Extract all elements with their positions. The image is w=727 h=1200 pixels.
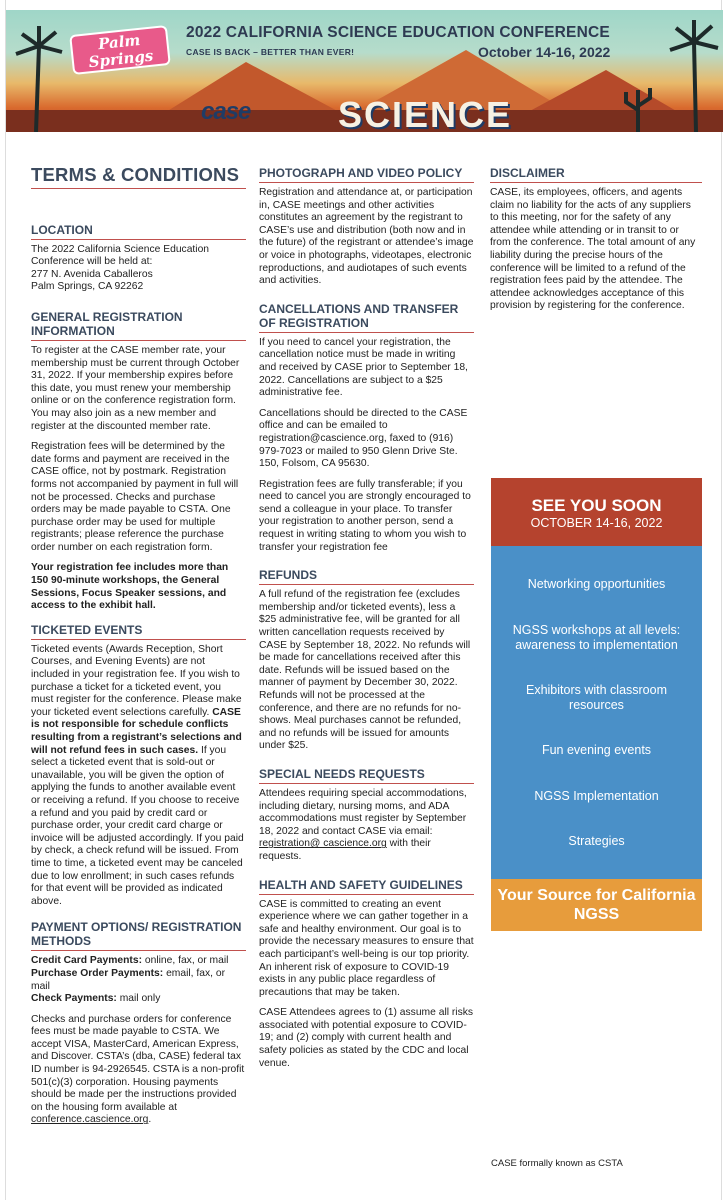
refunds-heading: REFUNDS	[259, 568, 474, 585]
ticketed-events-heading: TICKETED EVENTS	[31, 623, 246, 640]
cancellations-heading: CANCELLATIONS AND TRANSFER OF REGISTRATION	[259, 302, 474, 333]
promo-dates: OCTOBER 14-16, 2022	[530, 516, 663, 530]
refunds-text: A full refund of the registration fee (excludes membership and/or ticketed events), less a $25 administrative fee, will be granted for all written cancellation requests received by CASE by September 18, 2022. No refunds will be made for cancellations received after this date. Refunds will be issued based on the manner of payment by December 30, 2022. Refunds will not be processed at the conference, and there are no refunds for no-shows. Meal purchases cannot be refunded, and no refunds will be issued for amounts under $25.	[259, 589, 471, 752]
disclaimer-text: CASE, its employees, officers, and agents claim no liability for the acts of any suppliers to this meeting, nor for the safety of any attendee while attending or in transit to or from the conference. The total amount of any liability during the precise hours of the conference will be limited to a refund of the registration fees paid by the attendee. The attendee acknowledges acceptance of this provision by registering for the conference.	[490, 187, 696, 312]
promo-features	[491, 546, 702, 879]
case-logo: case	[201, 98, 251, 125]
footnote: CASE formally known as CSTA	[491, 1158, 623, 1169]
location-text: The 2022 California Science Education Conference will be held at: 277 N. Avenida Caballeros Palm Springs, CA 92262	[31, 243, 210, 293]
payment-details: Checks and purchase orders for conference fees must be made payable to CSTA. We accept VISA, MasterCard, American Express, and Discover. CSTA’s (dba, CASE) federal tax ID number is 94-2926545. CSTA is a non-profit 501(c)(3) corporation. Housing payments should be made per the instructions provided on the housing form available at conference.cascience.org.	[31, 1013, 245, 1126]
payment-options-heading: PAYMENT OPTIONS/ REGISTRATION METHODS	[31, 920, 246, 951]
science-wordmark: SCIENCE	[338, 94, 513, 132]
promo-feature-item: Exhibitors with classroom resources	[525, 683, 667, 712]
payment-methods-list: Credit Card Payments: online, fax, or mail Purchase Order Payments: email, fax, or mail Check Payments: mail only	[31, 955, 229, 1005]
column-middle	[259, 162, 474, 1078]
conference-title: 2022 CALIFORNIA SCIENCE EDUCATION CONFERENCE	[186, 24, 610, 41]
promo-box	[491, 478, 702, 931]
promo-footer: Your Source for California NGSS	[491, 879, 702, 931]
page	[5, 0, 722, 1200]
palm-springs-logo: Palm Springs	[69, 25, 171, 75]
general-registration-heading: GENERAL REGISTRATION INFORMATION	[31, 310, 246, 341]
location-heading: LOCATION	[31, 223, 246, 240]
housing-link[interactable]: conference.cascience.org	[31, 1114, 149, 1126]
photo-policy-text: Registration and attendance at, or participation in, CASE meetings and other activities constitutes an agreement by the registrant to CASE’s use and distribution (both now and in the future) of the registrant or attendee’s image or voice in photographs, videotapes, electronic reproductions, and audiotapes of such events and activities.	[259, 187, 474, 287]
photo-policy-heading: PHOTOGRAPH AND VIDEO POLICY	[259, 166, 474, 183]
general-registration-p1: To register at the CASE member rate, your membership must be current through October 31, 2022. If your membership expires before this date, you must renew your membership online or on the conference registration form. You may also join as a new member and register at the discounted member rate.	[31, 344, 240, 432]
special-needs-heading: SPECIAL NEEDS REQUESTS	[259, 767, 474, 784]
conference-banner	[6, 10, 723, 132]
general-registration-p2: Registration fees will be determined by the date forms and payment are received in the CASE office, not by postmark. Registration forms not accompanied by payment in full will not be processed. Checks and purchase orders may be made payable to CSTA. One purchase order may be used for multiple registrants; please reference the purchase order number on each registration form.	[31, 441, 239, 553]
promo-feature-item: Networking opportunities	[527, 577, 666, 591]
cancellations-p3: Registration fees are fully transferable; if you need to cancel you are strongly encouraged to send a colleague in your place. To transfer your registration to another person, send a request in writing stating to whom you wish to transfer your registration fee	[259, 478, 471, 553]
health-safety-heading: HEALTH AND SAFETY GUIDELINES	[259, 878, 474, 895]
cancellations-p2: Cancellations should be directed to the CASE office and can be emailed to registration@cascience.org, faxed to (916) 979-7023 or mailed to 950 Glenn Drive Ste. 150, Folsom, CA 95630.	[259, 407, 468, 470]
promo-feature-item: NGSS workshops at all levels: awareness to implementation	[512, 623, 681, 652]
page-title: TERMS & CONDITIONS	[31, 169, 246, 189]
palm-tree-icon	[14, 16, 64, 132]
general-registration-p3: Your registration fee includes more than 150 90-minute workshops, the General Sessions, Focus Speaker sessions, and access to the exhibit hall.	[31, 562, 229, 612]
palm-tree-icon	[666, 14, 721, 132]
column-left	[31, 162, 246, 1135]
promo-headline: SEE YOU SOON	[531, 496, 662, 515]
health-safety-p2: CASE Attendees agrees to (1) assume all risks associated with potential exposure to COVID-19; and (2) comply with current health and safety policies as stated by the CDC and local venue.	[259, 1007, 474, 1069]
promo-feature-item: Strategies	[568, 834, 625, 848]
cancellations-p1: If you need to cancel your registration, the cancellation notice must be made in writing and received by CASE prior to September 18, 2022. Cancellations are subject to a $25 administrative fee.	[259, 336, 468, 399]
registration-email-link[interactable]: registration@ cascience.org	[259, 838, 387, 850]
ticketed-events-text: Ticketed events (Awards Reception, Short Courses, and Evening Events) are not included in your registration fee. If you wish to purchase a ticket for a ticketed event, you must register for the conference. Please make your ticketed event selections carefully. CASE is not responsible for schedule conflicts resulting from a registrant’s selections and will not refund fees in such cases. If you select a ticketed event that is sold-out or unavailable, you will be given the option of applying the funds to another available event or receiving a refund. If you choose to receive a refund and you paid by credit card or purchase order, your credit card charge or invoice will be adjusted accordingly. If you paid by check, a check refund will be issued. From time to time, a ticketed event may be canceled due to low enrollment; in such cases refunds for that event will be provided as indicated above.	[31, 643, 244, 907]
promo-header	[491, 478, 702, 546]
promo-feature-item: Fun evening events	[541, 743, 652, 757]
conference-tagline: CASE IS BACK – BETTER THAN EVER!	[186, 47, 355, 57]
health-safety-p1: CASE is committed to creating an event experience where we can gather together in a safe and healthy environment. Our goal is to provide the necessary measures to ensure that each participant’s well-being is our top priority. An inherent risk of exposure to COVID-19 exists in any public place regardless of precautions that may be taken.	[259, 898, 474, 998]
cactus-icon	[618, 80, 658, 132]
conference-dates: October 14-16, 2022	[478, 44, 611, 60]
disclaimer-heading: DISCLAIMER	[490, 166, 702, 183]
special-needs-text: Attendees requiring special accommodations, including dietary, nursing moms, and ADA accommodations must register by September 18, 2022 and contact CASE via email: registration@ cascience.org with their requests.	[259, 787, 467, 862]
promo-feature-item: NGSS Implementation	[534, 789, 659, 803]
column-right	[490, 162, 702, 321]
